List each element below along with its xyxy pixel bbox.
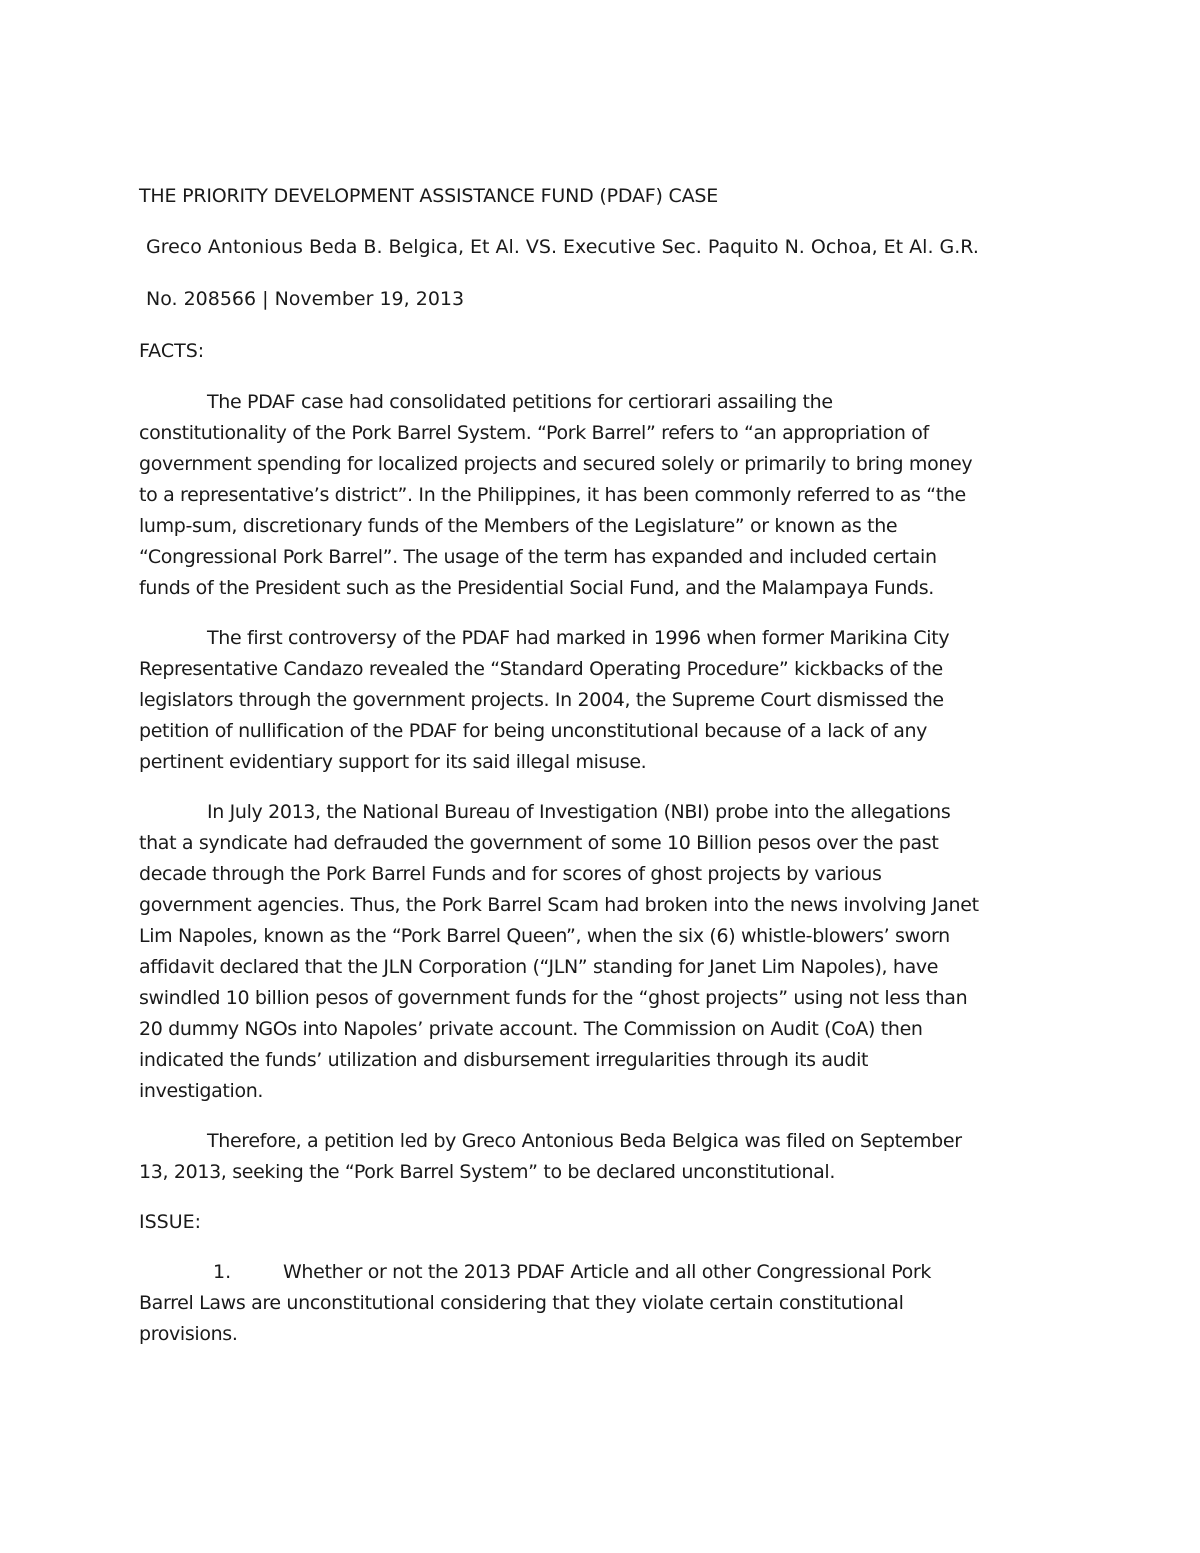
- issue-1-line: Whether or not the 2013 PDAF Article and all other Congressional Pork: [283, 1261, 932, 1283]
- paragraph-3-line: affidavit declared that the JLN Corporation (“JLN” standing for Janet Lim Napoles), have: [139, 956, 939, 978]
- paragraph-3-line: decade through the Pork Barrel Funds and for scores of ghost projects by various: [139, 863, 882, 885]
- document-title: THE PRIORITY DEVELOPMENT ASSISTANCE FUND (PDAF) CASE: [139, 185, 719, 207]
- issue-1-line: provisions.: [139, 1323, 238, 1345]
- paragraph-4-line: 13, 2013, seeking the “Pork Barrel System” to be declared unconstitutional.: [139, 1161, 836, 1183]
- paragraph-2-line: legislators through the government projects. In 2004, the Supreme Court dismissed the: [139, 689, 944, 711]
- paragraph-1-line: government spending for localized projects and secured solely or primarily to bring money: [139, 453, 973, 475]
- paragraph-1-line: The PDAF case had consolidated petitions for certiorari assailing the: [207, 391, 833, 413]
- paragraph-2-line: pertinent evidentiary support for its said illegal misuse.: [139, 751, 647, 773]
- paragraph-3-line: government agencies. Thus, the Pork Barrel Scam had broken into the news involving Janet: [139, 894, 979, 916]
- paragraph-3-line: In July 2013, the National Bureau of Investigation (NBI) probe into the allegations: [207, 801, 951, 823]
- paragraph-1-line: to a representative’s district”. In the Philippines, it has been commonly referred to as “the: [139, 484, 966, 506]
- issue-1-line: Barrel Laws are unconstitutional considering that they violate certain constitutional: [139, 1292, 904, 1314]
- paragraph-2-line: petition of nullification of the PDAF for being unconstitutional because of a lack of any: [139, 720, 928, 742]
- paragraph-3-line: that a syndicate had defrauded the government of some 10 Billion pesos over the past: [139, 832, 939, 854]
- facts-heading: FACTS:: [139, 340, 205, 362]
- paragraph-4-line: Therefore, a petition led by Greco Antonious Beda Belgica was filed on September: [207, 1130, 962, 1152]
- case-number: No. 208566 | November 19, 2013: [146, 288, 465, 310]
- paragraph-2-line: Representative Candazo revealed the “Standard Operating Procedure” kickbacks of the: [139, 658, 943, 680]
- paragraph-1-line: funds of the President such as the Presidential Social Fund, and the Malampaya Funds.: [139, 577, 934, 599]
- issue-1-number: 1.: [213, 1261, 232, 1283]
- paragraph-1-line: constitutionality of the Pork Barrel System. “Pork Barrel” refers to “an appropriation of: [139, 422, 929, 444]
- issue-heading: ISSUE:: [139, 1211, 202, 1233]
- paragraph-3-line: investigation.: [139, 1080, 264, 1102]
- paragraph-3-line: indicated the funds’ utilization and disbursement irregularities through its audit: [139, 1049, 869, 1071]
- paragraph-3-line: swindled 10 billion pesos of government funds for the “ghost projects” using not less than: [139, 987, 968, 1009]
- paragraph-2-line: The first controversy of the PDAF had marked in 1996 when former Marikina City: [207, 627, 950, 649]
- paragraph-3-line: 20 dummy NGOs into Napoles’ private account. The Commission on Audit (CoA) then: [139, 1018, 923, 1040]
- case-parties: Greco Antonious Beda B. Belgica, Et Al. VS. Executive Sec. Paquito N. Ochoa, Et Al. G.R.: [146, 236, 979, 258]
- paragraph-1-line: “Congressional Pork Barrel”. The usage of the term has expanded and included certain: [139, 546, 937, 568]
- paragraph-1-line: lump-sum, discretionary funds of the Members of the Legislature” or known as the: [139, 515, 898, 537]
- paragraph-3-line: Lim Napoles, known as the “Pork Barrel Queen”, when the six (6) whistle-blowers’ sworn: [139, 925, 950, 947]
